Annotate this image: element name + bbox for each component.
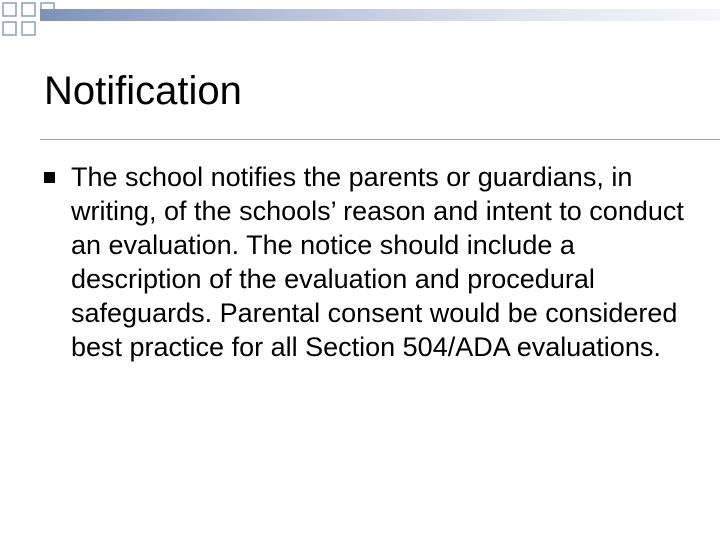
- corner-squares-decoration: [0, 0, 60, 50]
- square-bullet-icon: [44, 172, 55, 183]
- title-divider: [40, 139, 720, 140]
- slide-title: Notification: [44, 69, 242, 113]
- bullet-text: The school notifies the parents or guardians, in writing, of the schools’ reason and intent to conduct an evaluation. The notice should include a description of the evaluation and procedural safeguards. Parental consent would be considered best practice for all Section 504/ADA evaluations.: [71, 162, 684, 362]
- header-gradient-bar: [40, 9, 720, 21]
